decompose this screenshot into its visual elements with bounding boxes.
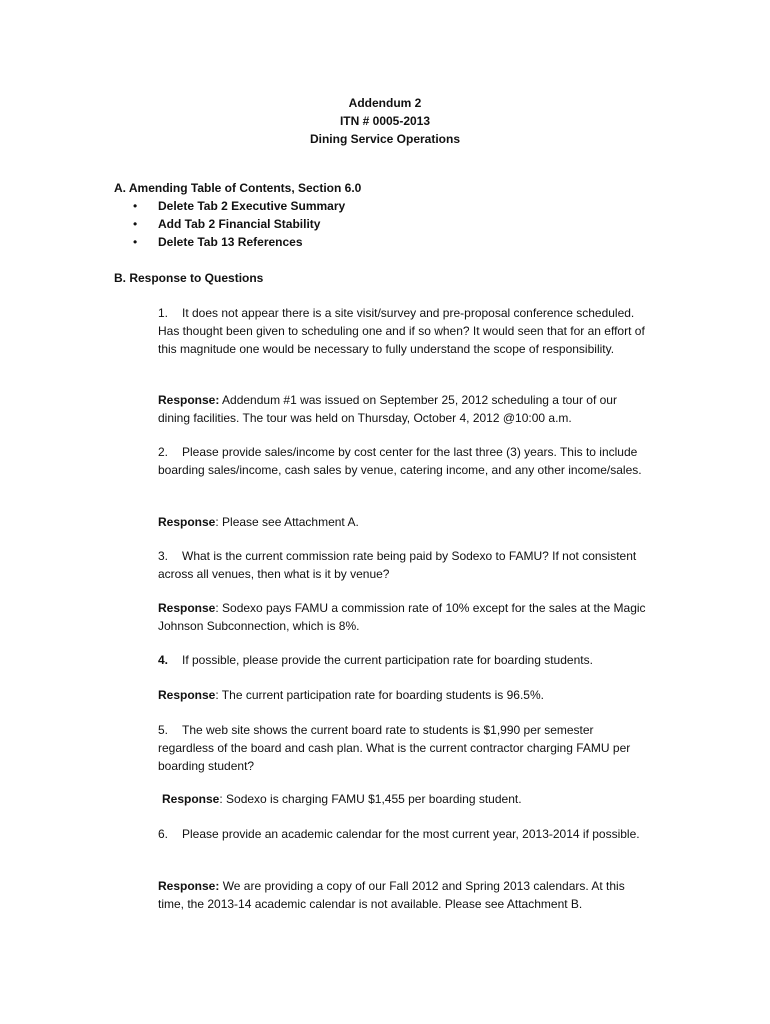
question-block xyxy=(158,443,652,479)
response-block xyxy=(158,686,652,704)
bullet-icon: • xyxy=(133,217,138,231)
response-block xyxy=(158,391,652,427)
amendment-list xyxy=(114,197,674,251)
question-block xyxy=(158,304,652,358)
section-b xyxy=(114,269,674,287)
amendment-item: • Delete Tab 2 Executive Summary xyxy=(133,199,346,213)
document-subject: Dining Service Operations xyxy=(309,132,461,146)
response-block xyxy=(158,513,652,531)
bullet-icon: • xyxy=(133,199,138,213)
question-text: 4. If possible, please provide the current participation rate for boarding students. xyxy=(158,653,593,667)
section-a xyxy=(114,179,674,251)
response-text: Response: Sodexo pays FAMU a commission rate of 10% except for the sales at the Magic Johnson Subconnection, which is 8%. xyxy=(158,601,646,633)
section-b-title: B. Response to Questions xyxy=(114,271,264,285)
response-block xyxy=(158,877,652,913)
question-text: 5. The web site shows the current board rate to students is $1,990 per semester regardless of the board and cash plan. What is the current contractor charging FAMU per boarding student? xyxy=(158,723,631,773)
bullet-icon: • xyxy=(133,235,138,249)
question-block xyxy=(158,547,652,583)
document-header xyxy=(0,94,770,148)
response-text: Response: We are providing a copy of our Fall 2012 and Spring 2013 calendars. At this time, the 2013-14 academic calendar is not available. Please see Attachment B. xyxy=(158,879,625,911)
question-block xyxy=(158,721,652,775)
amendment-item: • Delete Tab 13 References xyxy=(133,235,303,249)
response-block xyxy=(162,790,656,808)
amendment-item: • Add Tab 2 Financial Stability xyxy=(133,217,321,231)
addendum-title: Addendum 2 xyxy=(348,96,422,110)
question-text: 6. Please provide an academic calendar for the most current year, 2013-2014 if possible. xyxy=(158,827,640,841)
question-text: 2. Please provide sales/income by cost center for the last three (3) years. This to include boarding sales/income, cash sales by venue, catering income, and any other income/sales. xyxy=(158,445,642,477)
response-text: Response: Please see Attachment A. xyxy=(158,515,359,529)
question-block xyxy=(158,825,652,843)
response-text: Response: The current participation rate for boarding students is 96.5%. xyxy=(158,688,544,702)
question-block xyxy=(158,651,652,669)
question-text: 3. What is the current commission rate being paid by Sodexo to FAMU? If not consistent across all venues, then what is it by venue? xyxy=(158,549,637,581)
response-text: Response: Addendum #1 was issued on September 25, 2012 scheduling a tour of our dining facilities. The tour was held on Thursday, October 4, 2012 @10:00 a.m. xyxy=(158,393,617,425)
itn-number: ITN # 0005-2013 xyxy=(339,114,431,128)
response-block xyxy=(158,599,652,635)
response-text: Response: Sodexo is charging FAMU $1,455 per boarding student. xyxy=(162,792,522,806)
section-a-title: A. Amending Table of Contents, Section 6.0 xyxy=(114,181,362,195)
question-text: 1. It does not appear there is a site visit/survey and pre-proposal conference scheduled. Has thought been given to scheduling one and if so when? It would seen that for an effort of this magnitude one would be necessary to fully understand the scope of responsibility. xyxy=(158,306,645,356)
